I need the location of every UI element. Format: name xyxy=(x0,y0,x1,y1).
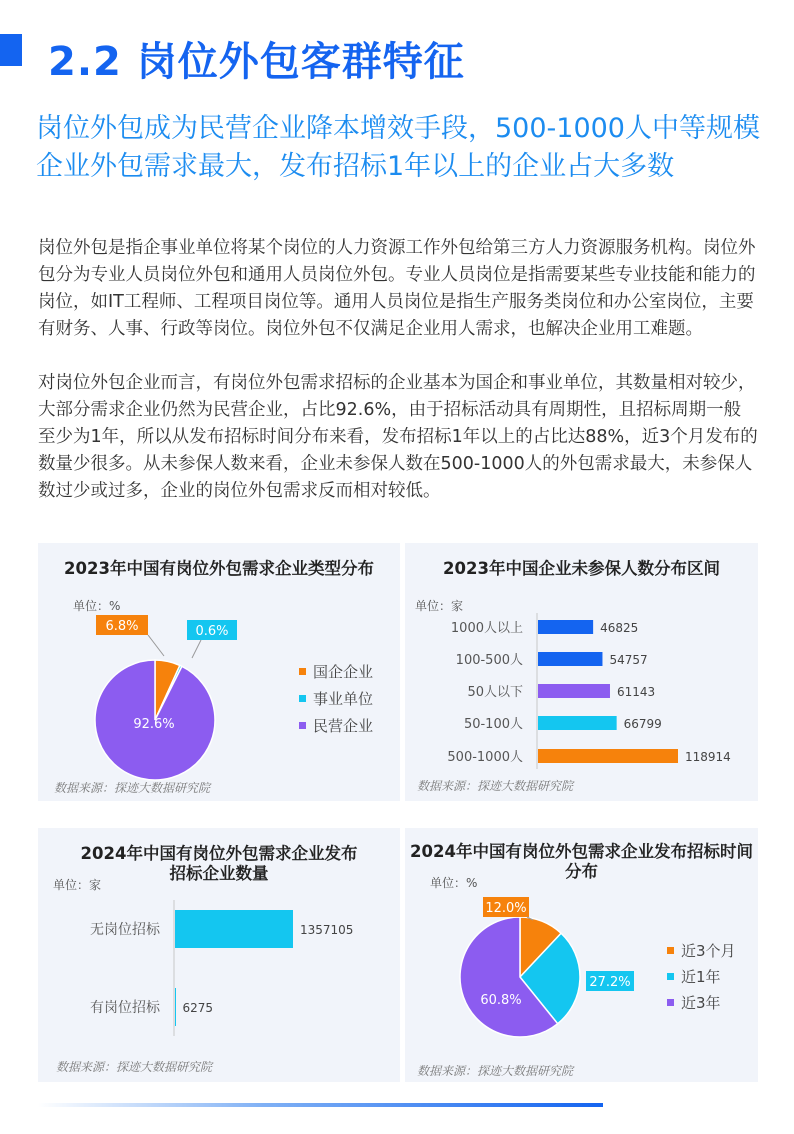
legend-label: 事业单位 xyxy=(313,690,374,708)
data-label: 60.8% xyxy=(480,993,522,1008)
data-label: 6.8% xyxy=(105,619,139,634)
bottom-divider xyxy=(38,1103,603,1107)
category-label: 1000人以上 xyxy=(450,621,523,636)
legend-label: 近3个月 xyxy=(681,942,736,960)
legend-label: 国企企业 xyxy=(313,663,374,681)
legend-swatch xyxy=(299,722,306,729)
legend-swatch xyxy=(667,973,674,980)
chart-unit: 单位：% xyxy=(430,876,478,890)
chart-source: 数据来源：探迹大数据研究院 xyxy=(56,1060,213,1074)
category-label: 100-500人 xyxy=(455,653,523,668)
value-label: 54757 xyxy=(609,653,648,667)
value-label: 61143 xyxy=(616,685,656,699)
bar-chart-uninsured-distribution xyxy=(405,543,758,801)
chart-panel-uninsured-distribution xyxy=(405,543,758,801)
value-label: 6275 xyxy=(182,1001,214,1015)
legend-swatch xyxy=(667,999,674,1006)
chart-unit: 单位：家 xyxy=(415,599,464,613)
chart-panel-tender-count xyxy=(38,828,400,1082)
bar xyxy=(538,684,610,698)
leader-line xyxy=(148,635,164,656)
value-label: 66799 xyxy=(623,717,662,731)
legend-label: 近3年 xyxy=(681,994,721,1012)
bar xyxy=(538,749,678,763)
category-label: 500-1000人 xyxy=(447,750,523,765)
chart-title: 2023年中国企业未参保人数分布区间 xyxy=(443,559,720,578)
pie-chart-tender-time xyxy=(405,828,758,1082)
chart-source: 数据来源：探迹大数据研究院 xyxy=(417,779,574,793)
legend-label: 民营企业 xyxy=(313,717,374,735)
legend-swatch xyxy=(299,668,306,675)
chart-panel-tender-time xyxy=(405,828,758,1082)
chart-title: 2024年中国有岗位外包需求企业发布招标时间分布 xyxy=(410,842,753,881)
chart-panel-enterprise-type xyxy=(38,543,400,801)
data-label: 12.0% xyxy=(485,901,527,916)
value-label: 1357105 xyxy=(300,923,354,937)
data-label: 27.2% xyxy=(589,975,631,990)
value-label: 46825 xyxy=(600,621,639,635)
category-label: 无岗位招标 xyxy=(90,922,160,938)
leader-line xyxy=(192,640,201,658)
category-label: 50-100人 xyxy=(463,717,523,732)
chart-title: 2023年中国有岗位外包需求企业类型分布 xyxy=(64,559,374,578)
bar xyxy=(538,620,593,634)
data-label: 92.6% xyxy=(133,717,175,732)
section-subtitle: 岗位外包成为民营企业降本增效手段，500-1000人中等规模企业外包需求最大，发布招标1年以上的企业占大多数 xyxy=(36,113,760,182)
chart-unit: 单位：家 xyxy=(53,878,102,892)
bar xyxy=(175,988,176,1026)
section-title: 2.2 岗位外包客群特征 xyxy=(48,39,465,85)
bar xyxy=(175,910,293,948)
chart-unit: 单位：% xyxy=(73,599,121,613)
legend-swatch xyxy=(667,947,674,954)
bar-chart-tender-count xyxy=(38,828,400,1082)
data-label: 0.6% xyxy=(195,624,229,639)
bar xyxy=(538,716,617,730)
bar xyxy=(538,652,602,666)
chart-source: 数据来源：探迹大数据研究院 xyxy=(417,1064,574,1078)
body-paragraph-2: 对岗位外包企业而言，有岗位外包需求招标的企业基本为国企和事业单位，其数量相对较少，大部分需求企业仍然为民营企业，占比92.6%，由于招标活动具有周期性，且招标周期一般至少为1年，所以从发布招标时间分布来看，发布招标1年以上的占比达88%，近3个月发布的数量少很多。从未参保人数来看，企业未参保人数在500-1000人的外包需求最大，未参保人数过少或过多，企业的岗位外包需求反而相对较低。 xyxy=(38,373,758,501)
pie-chart-enterprise-type xyxy=(38,543,400,801)
legend-label: 近1年 xyxy=(681,968,721,986)
chart-title: 2024年中国有岗位外包需求企业发布招标企业数量 xyxy=(80,844,358,883)
category-label: 有岗位招标 xyxy=(90,1000,160,1016)
body-paragraph-1: 岗位外包是指企事业单位将某个岗位的人力资源工作外包给第三方人力资源服务机构。岗位外包分为专业人员岗位外包和通用人员岗位外包。专业人员岗位是指需要某些专业技能和能力的岗位，如IT工程师、工程项目岗位等。通用人员岗位是指生产服务类岗位和办公室岗位，主要有财务、人事、行政等岗位。岗位外包不仅满足企业用人需求，也解决企业用工难题。 xyxy=(38,238,756,339)
title-accent-bar xyxy=(0,34,22,66)
legend-swatch xyxy=(299,695,306,702)
category-label: 50人以下 xyxy=(467,685,523,700)
chart-source: 数据来源：探迹大数据研究院 xyxy=(54,781,211,795)
value-label: 118914 xyxy=(685,750,731,764)
